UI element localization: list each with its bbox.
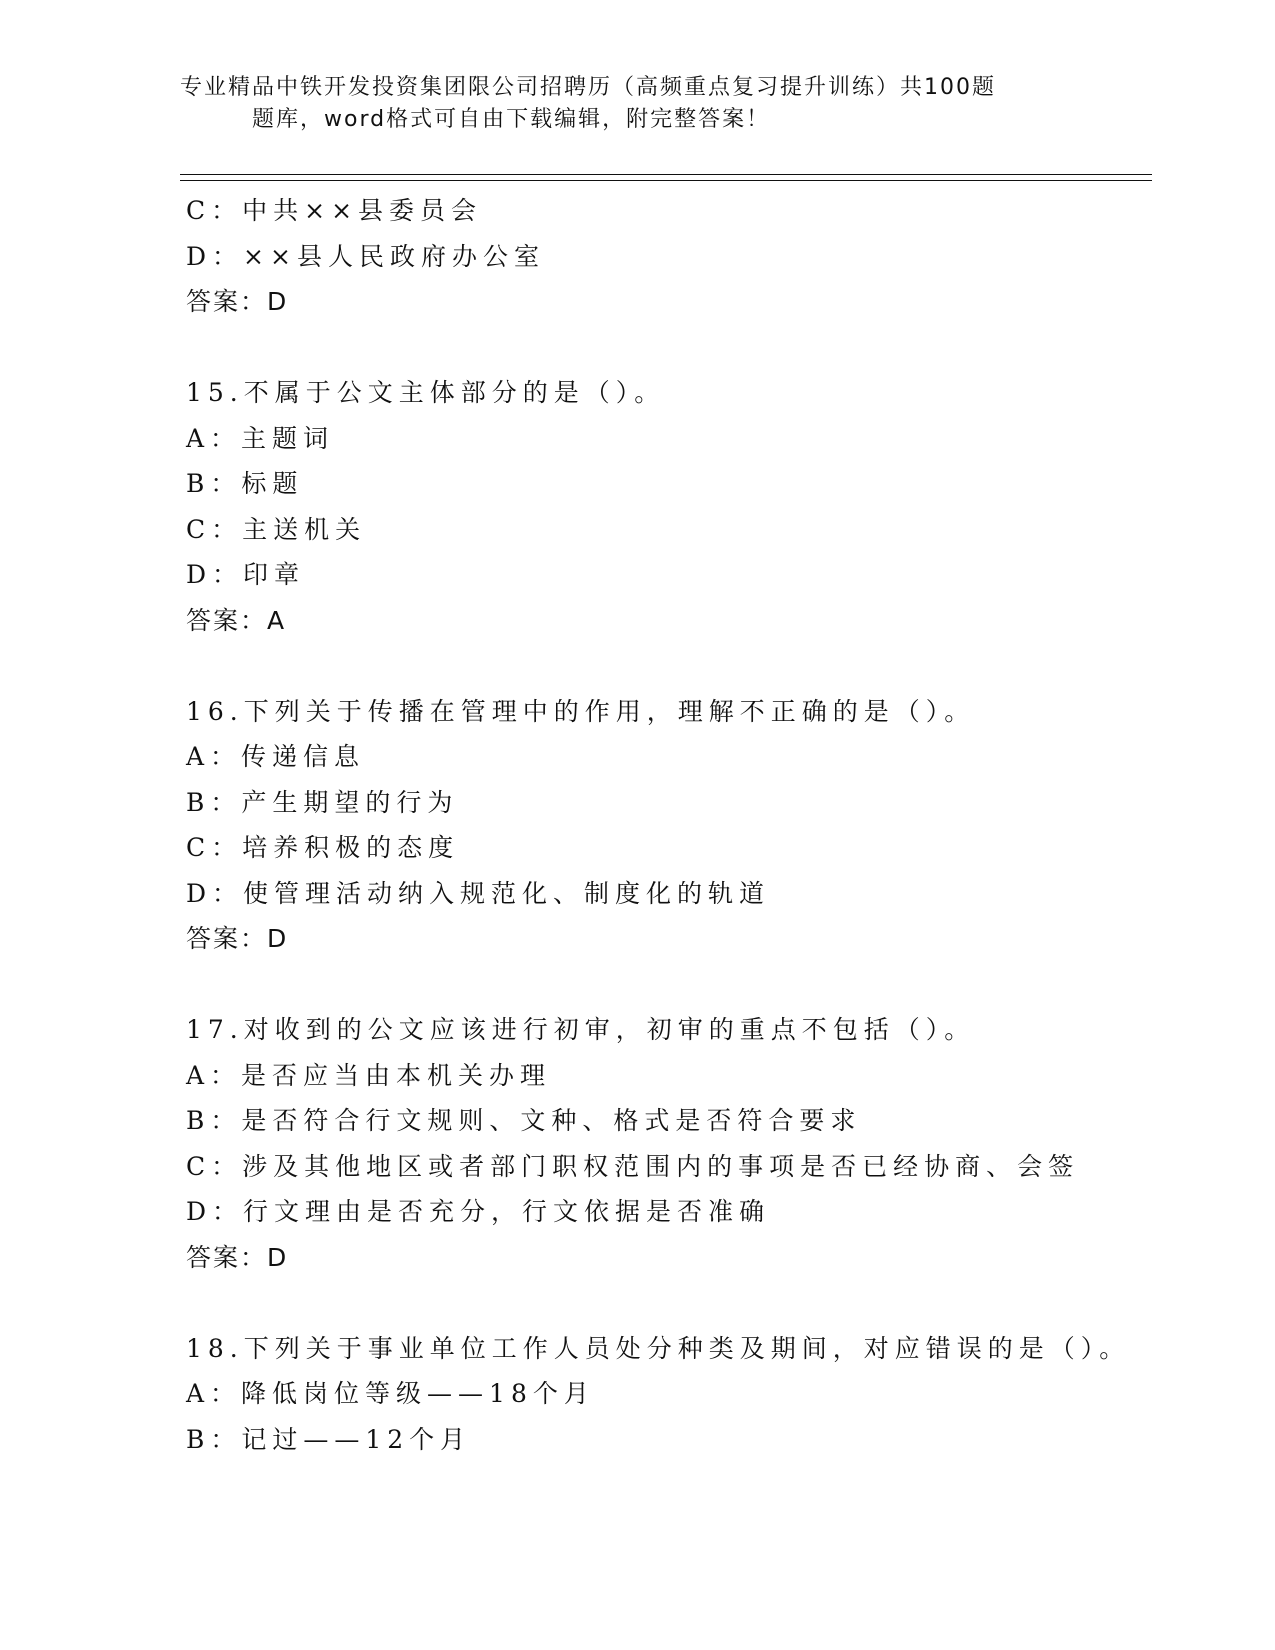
option-c: C：中共××县委员会 <box>186 196 483 225</box>
option-b: B：记过——12个月 <box>186 1424 472 1454</box>
option-d: D：使管理活动纳入规范化、制度化的轨道 <box>186 878 771 908</box>
spacer <box>186 325 1146 371</box>
question-list <box>186 188 1146 1462</box>
header-rule-top <box>180 174 1152 175</box>
answer-line: 答案：D <box>186 287 289 316</box>
option-b: B：产生期望的行为 <box>186 787 459 817</box>
spacer <box>186 1280 1146 1326</box>
option-a: A：是否应当由本机关办理 <box>186 1060 552 1090</box>
spacer <box>186 643 1146 689</box>
answer-line: 答案：D <box>186 924 289 953</box>
header-rule-bottom <box>180 180 1152 181</box>
header-title-line1: 专业精品中铁开发投资集团限公司招聘历（高频重点复习提升训练）共100题 <box>180 75 996 100</box>
option-a: A：主题词 <box>186 423 335 453</box>
answer-line: 答案：D <box>186 1242 289 1272</box>
option-c: C：涉及其他地区或者部门职权范围内的事项是否已经协商、会签 <box>186 1151 1080 1181</box>
option-d: D：××县人民政府办公室 <box>186 241 545 271</box>
header-title-line2: 题库，word格式可自由下载编辑，附完整答案！ <box>252 107 771 132</box>
option-b: B：标题 <box>186 469 304 498</box>
question-text: 18.下列关于事业单位工作人员处分种类及期间，对应错误的是（）。 <box>186 1333 1131 1363</box>
option-c: C：主送机关 <box>186 514 367 544</box>
option-a: A：传递信息 <box>186 742 366 771</box>
option-b: B：是否符合行文规则、文种、格式是否符合要求 <box>186 1106 862 1135</box>
option-c: C：培养积极的态度 <box>186 833 460 862</box>
question-text: 17.对收到的公文应该进行初审，初审的重点不包括（）。 <box>186 1015 976 1044</box>
question-text: 15.不属于公文主体部分的是（）。 <box>186 378 666 407</box>
option-d: D：行文理由是否充分，行文依据是否准确 <box>186 1197 771 1226</box>
spacer <box>186 962 1146 1008</box>
document-header <box>180 72 1120 136</box>
question-text: 16.下列关于传播在管理中的作用，理解不正确的是（）。 <box>186 696 976 726</box>
option-a: A：降低岗位等级——18个月 <box>186 1379 595 1408</box>
option-d: D：印章 <box>186 560 306 589</box>
answer-line: 答案：A <box>186 605 287 635</box>
